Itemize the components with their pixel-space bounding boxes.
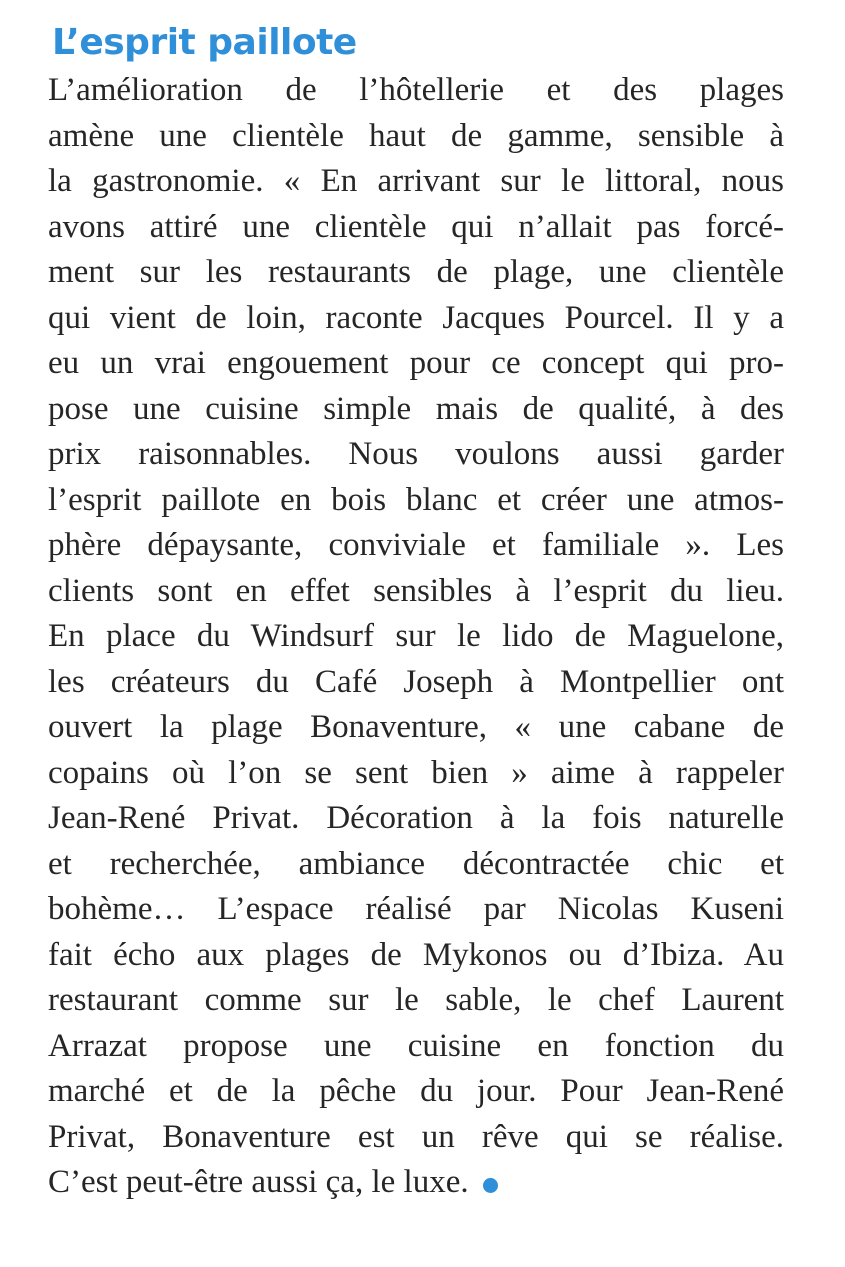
body-line: En place du Windsurf sur le lido de Maguelone, (48, 618, 784, 654)
body-line: la gastronomie. « En arrivant sur le littoral, nous (48, 163, 784, 199)
end-of-article-dot-icon (483, 1178, 498, 1193)
article-headline: L’esprit paillote (52, 22, 357, 63)
body-line: eu un vrai engouement pour ce concept qui pro- (48, 345, 784, 381)
body-line: pose une cuisine simple mais de qualité, à des (48, 390, 784, 427)
article (48, 18, 784, 1206)
body-line: ouvert la plage Bonaventure, « une cabane de (48, 709, 784, 745)
body-line: prix raisonnables. Nous voulons aussi garder (48, 436, 784, 472)
body-line: fait écho aux plages de Mykonos ou d’Ibiza. Au (48, 936, 784, 973)
body-line-text: C’est peut-être aussi ça, le luxe. (48, 1164, 469, 1200)
body-line: les créateurs du Café Joseph à Montpellier ont (48, 663, 784, 700)
article-body (48, 68, 784, 1206)
body-last-line (48, 1160, 784, 1206)
body-line: Jean-René Privat. Décoration à la fois naturelle (48, 800, 784, 836)
body-line: Privat, Bonaventure est un rêve qui se réalise. (48, 1118, 784, 1155)
body-line: qui vient de loin, raconte Jacques Pourcel. Il y a (48, 299, 784, 336)
body-line: L’amélioration de l’hôtellerie et des plages (48, 72, 784, 108)
body-line: ment sur les restaurants de plage, une clientèle (48, 254, 784, 290)
body-line: avons attiré une clientèle qui n’allait pas forcé- (48, 208, 784, 245)
body-line: phère dépaysante, conviviale et familiale ». Les (48, 527, 784, 563)
body-line: marché et de la pêche du jour. Pour Jean-René (48, 1073, 784, 1109)
body-line: restaurant comme sur le sable, le chef Laurent (48, 982, 784, 1018)
body-line: copains où l’on se sent bien » aime à rappeler (48, 754, 784, 791)
body-line: clients sont en effet sensibles à l’esprit du lieu. (48, 572, 784, 609)
body-line: amène une clientèle haut de gamme, sensible à (48, 117, 784, 154)
body-line: et recherchée, ambiance décontractée chic et (48, 845, 784, 882)
body-line: l’esprit paillote en bois blanc et créer une atmos- (48, 481, 784, 518)
body-line: Arrazat propose une cuisine en fonction du (48, 1027, 784, 1064)
body-line: bohème… L’espace réalisé par Nicolas Kuseni (48, 891, 784, 927)
